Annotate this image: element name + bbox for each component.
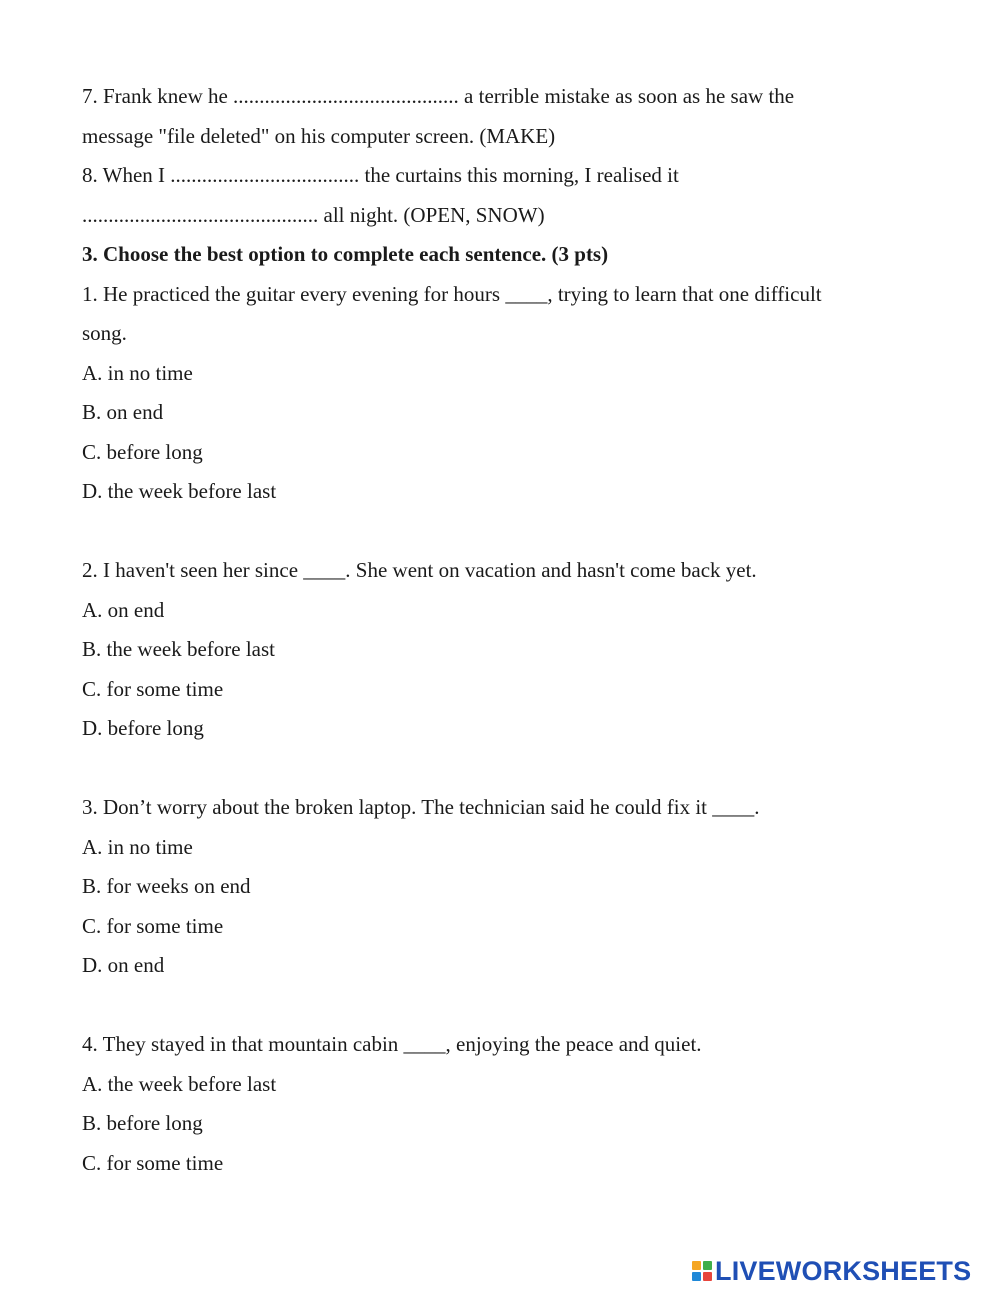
question-2-stem: 2. I haven't seen her since ____. She went on vacation and hasn't come back yet.	[82, 558, 757, 582]
worksheet-page	[82, 77, 942, 1183]
question-7-line-2: message "file deleted" on his computer screen. (MAKE)	[82, 123, 556, 148]
question-8-line-1: 8. When I .................................... the curtains this morning, I realised it	[82, 163, 679, 187]
logo-tile-2	[703, 1261, 712, 1270]
logo-tile-3	[692, 1272, 701, 1281]
logo-text: LIVEWORKSHEETS	[715, 1256, 972, 1286]
question-3	[82, 788, 942, 986]
question-1-option-b: B. on end	[82, 400, 164, 424]
question-2-option-c: C. for some time	[82, 676, 224, 701]
question-2-option-d: D. before long	[82, 716, 204, 740]
question-2-option-a: A. on end	[82, 597, 165, 622]
question-8-line-2: ............................................. all night. (OPEN, SNOW)	[82, 202, 545, 227]
question-1-option-d: D. the week before last	[82, 479, 277, 503]
question-4	[82, 1025, 942, 1183]
logo-tile-1	[692, 1261, 701, 1270]
question-2-option-b: B. the week before last	[82, 637, 276, 661]
question-4-stem: 4. They stayed in that mountain cabin ____, enjoying the peace and quiet.	[82, 1032, 702, 1056]
question-1-stem-line-2: song.	[82, 321, 127, 345]
spacer	[82, 512, 942, 552]
question-4-option-c: C. for some time	[82, 1150, 224, 1175]
question-1	[82, 275, 942, 512]
liveworksheets-logo[interactable]	[692, 1256, 971, 1286]
question-4-option-a: A. the week before last	[82, 1071, 277, 1096]
question-1-stem-line-1: 1. He practiced the guitar every evening for hours ____, trying to learn that one difficult	[82, 281, 822, 306]
spacer	[82, 749, 942, 789]
question-1-option-a: A. in no time	[82, 360, 193, 385]
spacer	[82, 986, 942, 1026]
question-3-option-c: C. for some time	[82, 913, 224, 938]
question-4-option-b: B. before long	[82, 1111, 203, 1135]
question-2	[82, 551, 942, 749]
liveworksheets-logo-icon	[692, 1261, 712, 1281]
question-3-stem: 3. Don’t worry about the broken laptop. The technician said he could fix it ____.	[82, 795, 760, 819]
question-3-option-d: D. on end	[82, 953, 165, 977]
logo-tile-4	[703, 1272, 712, 1281]
question-1-option-c: C. before long	[82, 439, 203, 464]
question-3-option-a: A. in no time	[82, 834, 193, 859]
previous-section	[82, 77, 942, 235]
question-7-line-1: 7. Frank knew he ........................................... a terrible mistake as soon as he saw the	[82, 84, 795, 108]
question-3-option-b: B. for weeks on end	[82, 874, 251, 898]
section-3-heading: 3. Choose the best option to complete each sentence. (3 pts)	[82, 242, 609, 266]
